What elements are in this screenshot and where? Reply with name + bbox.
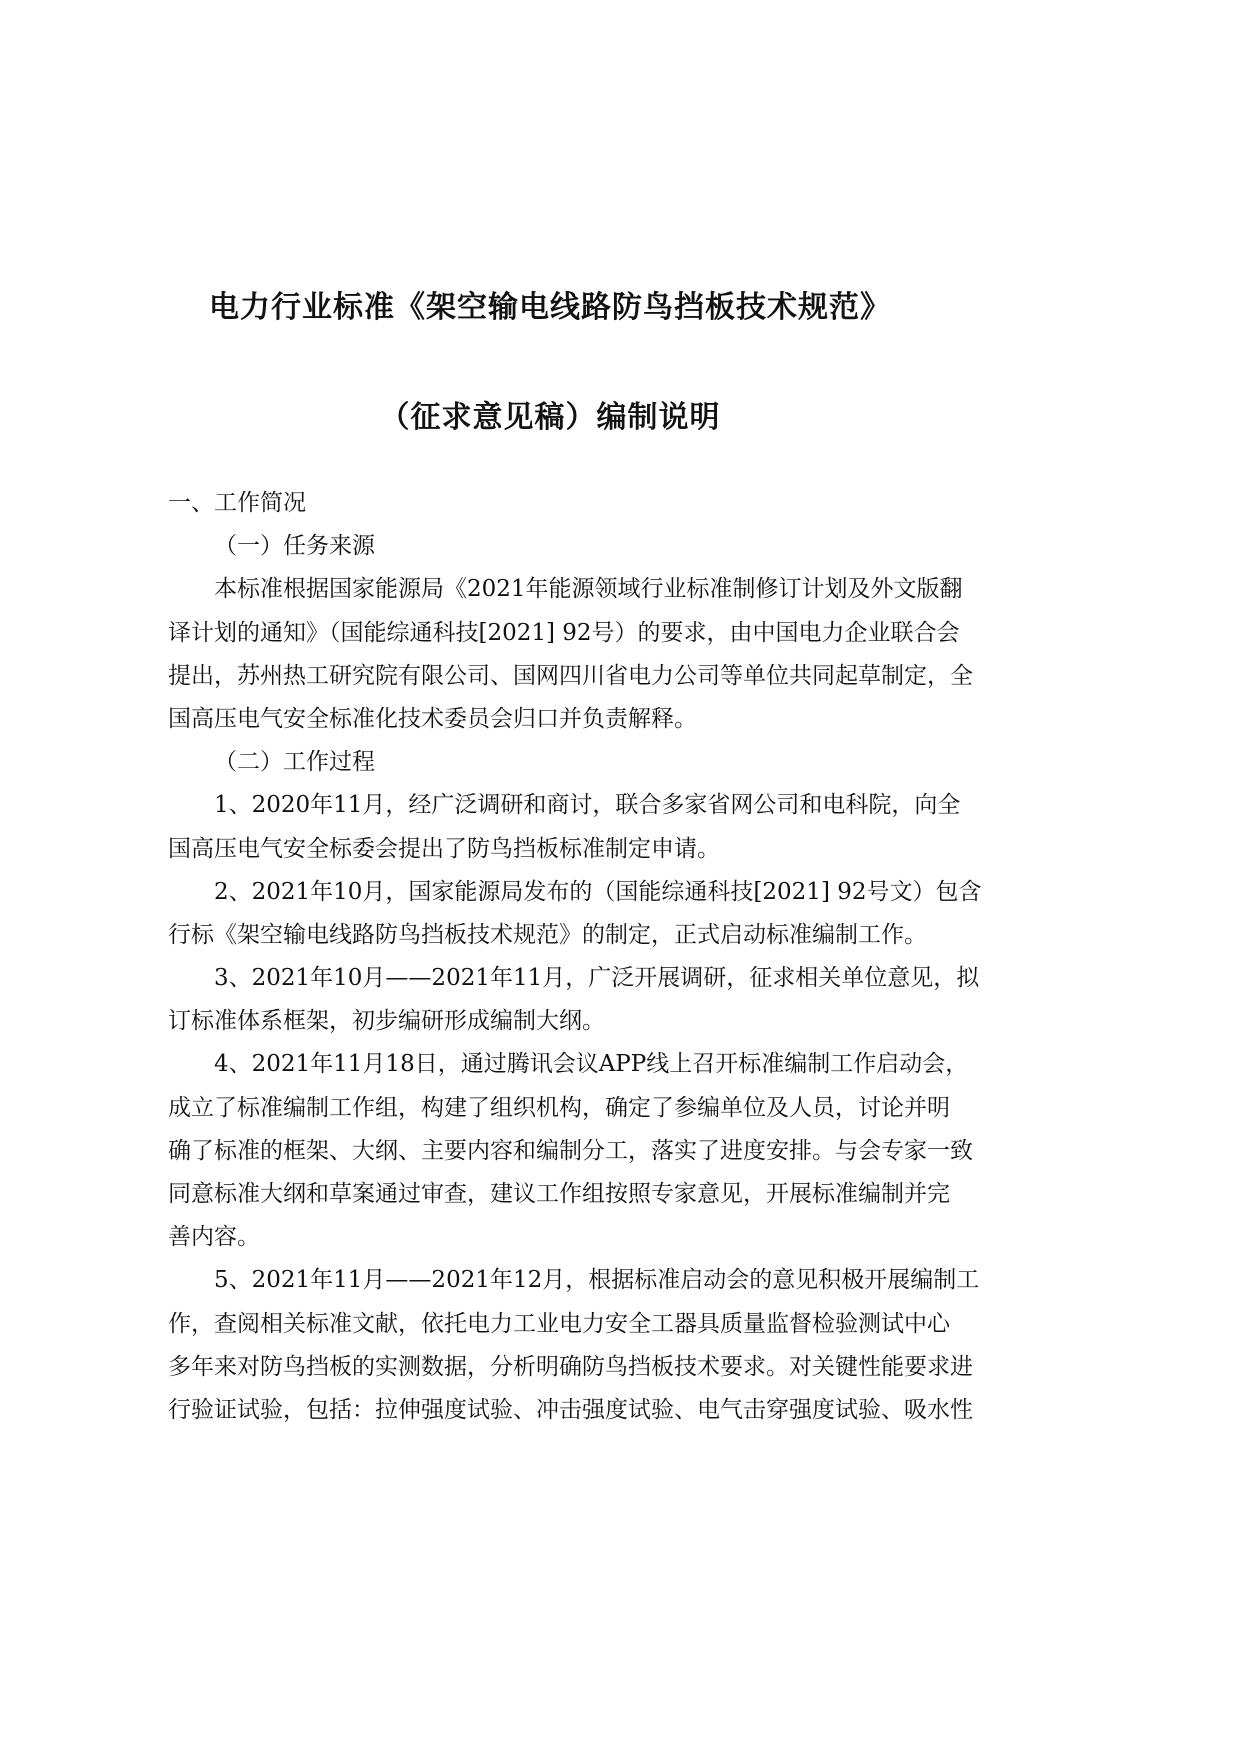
paragraph-line: 订标准体系框架，初步编研形成编制大纲。 <box>168 1008 605 1035</box>
paragraph-line: 行验证试验，包括：拉伸强度试验、冲击强度试验、电气击穿强度试验、吸水性 <box>168 1396 973 1423</box>
paragraph-line: 同意标准大纲和草案通过审查，建议工作组按照专家意见，开展标准编制并完 <box>168 1181 950 1207</box>
paragraph-line: 国高压电气安全标委会提出了防鸟挡板标准制定申请。 <box>168 835 720 862</box>
paragraph-line: 译计划的通知》（国能综通科技[2021] 92号）的要求，由中国电力企业联合会 <box>168 619 960 646</box>
paragraph-line: 1、2020年11月，经广泛调研和商讨，联合多家省网公司和电科院，向全 <box>214 792 961 819</box>
paragraph-line: 4、2021年11月18日，通过腾讯会议APP线上召开标准编制工作启动会， <box>214 1051 969 1078</box>
paragraph-line: 5、2021年11月——2021年12月，根据标准启动会的意见积极开展编制工 <box>214 1267 980 1294</box>
paragraph-line: 确了标准的框架、大纲、主要内容和编制分工，落实了进度安排。与会专家一致 <box>168 1137 973 1164</box>
paragraph-line: 3、2021年10月——2021年11月，广泛开展调研，征求相关单位意见，拟 <box>214 965 980 992</box>
section-heading: 一、工作简况 <box>168 490 306 516</box>
paragraph-line: 行标《架空输电线路防鸟挡板技术规范》的制定，正式启动标准编制工作。 <box>168 921 927 948</box>
work-process-item-3 <box>168 957 980 1043</box>
paragraph-task-source <box>168 568 973 741</box>
paragraph-line: 作，查阅相关标准文献，依托电力工业电力安全工器具质量监督检验测试中心 <box>168 1310 950 1337</box>
work-process-item-2 <box>168 871 982 957</box>
paragraph-line: 提出，苏州热工研究院有限公司、国网四川省电力公司等单位共同起草制定，全 <box>168 662 973 689</box>
paragraph-line: 2、2021年10月，国家能源局发布的（国能综通科技[2021] 92号文）包含 <box>214 878 982 905</box>
work-process-item-5 <box>168 1259 980 1432</box>
paragraph-line: 国高压电气安全标准化技术委员会归口并负责解释。 <box>168 705 697 732</box>
paragraph-line: 善内容。 <box>168 1224 260 1251</box>
document-body <box>168 482 982 1432</box>
work-process-item-4 <box>168 1043 973 1259</box>
paragraph-line: 多年来对防鸟挡板的实测数据，分析明确防鸟挡板技术要求。对关键性能要求进 <box>168 1353 973 1380</box>
paragraph-line: 本标准根据国家能源局《2021年能源领域行业标准制修订计划及外文版翻 <box>214 576 963 603</box>
subsection-heading-task-source: （一）任务来源 <box>214 533 375 560</box>
work-process-item-1 <box>168 784 961 870</box>
subsection-heading-work-process: （二）工作过程 <box>214 749 375 776</box>
paragraph-line: 成立了标准编制工作组，构建了组织机构，确定了参编单位及人员，讨论并明 <box>168 1094 950 1121</box>
document-subtitle: （征求意见稿）编制说明 <box>379 400 721 435</box>
document-title: 电力行业标准《架空输电线路防鸟挡板技术规范》 <box>209 290 891 325</box>
